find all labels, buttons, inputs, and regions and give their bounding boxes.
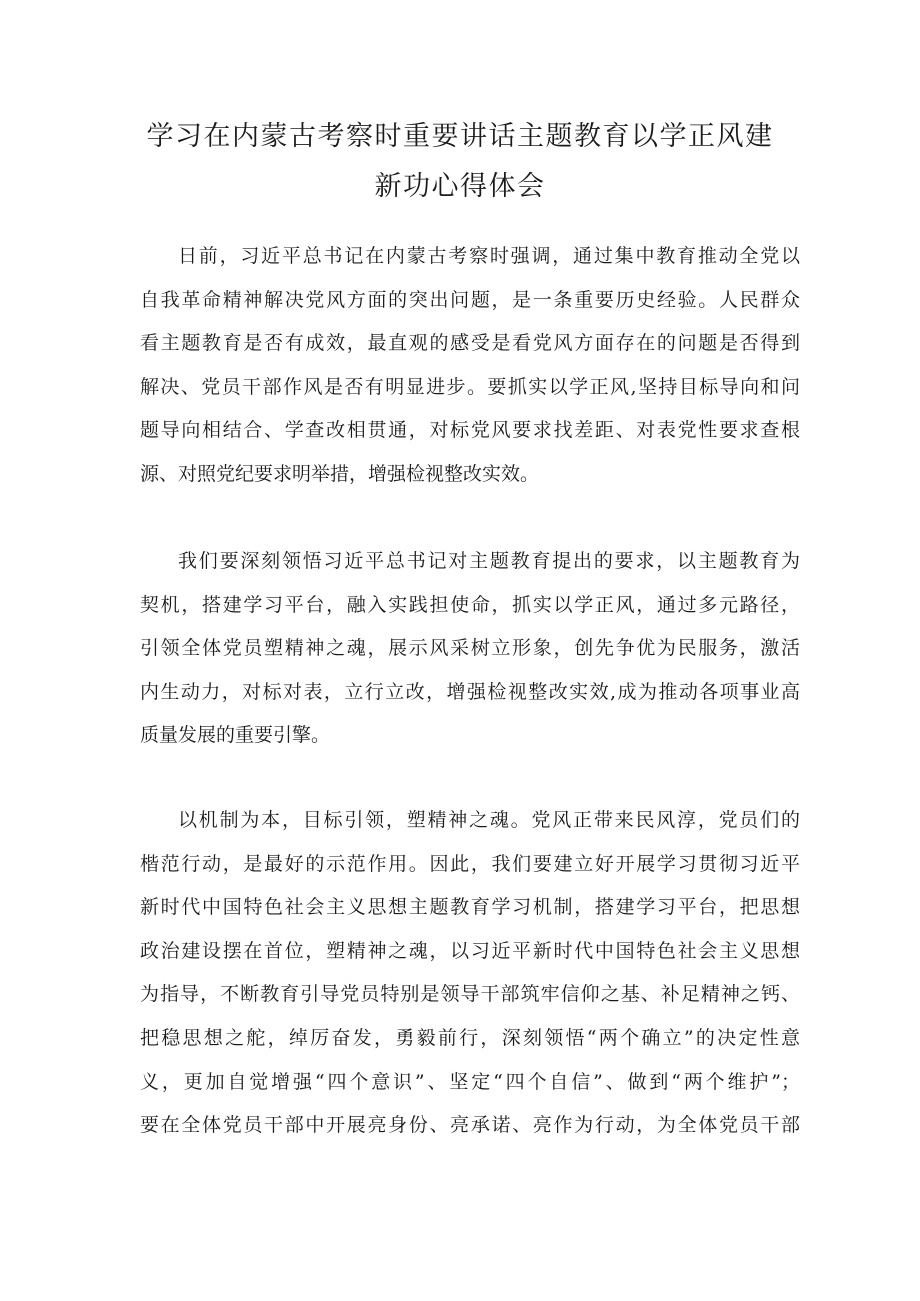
document-title bbox=[140, 112, 780, 212]
text-line: 契机，搭建学习平台，融入实践担使命，抓实以学正风，通过多元路径， bbox=[140, 593, 800, 616]
text-line: 自我革命精神解决党风方面的突出问题，是一条重要历史经验。人民群众 bbox=[140, 288, 800, 311]
text-line: 义，更加自觉增强“四个意识”、坚定“四个自信”、做到“两个维护”； bbox=[140, 1070, 800, 1093]
text-line: 我们要深刻领悟习近平总书记对主题教育提出的要求，以主题教育为 bbox=[178, 550, 800, 572]
paragraph-3 bbox=[140, 799, 800, 1148]
text-line: 引领全体党员塑精神之魂，展示风采树立形象，创先争优为民服务，激活 bbox=[140, 637, 800, 660]
text-line: 题导向相结合、学查改相贯通，对标党风要求找差距、对表党性要求查根 bbox=[140, 419, 800, 442]
paragraph-1 bbox=[140, 235, 800, 497]
text-line: 源、对照党纪要求明举措，增强检视整改实效。 bbox=[140, 462, 540, 485]
text-line: 日前，习近平总书记在内蒙古考察时强调，通过集中教育推动全党以 bbox=[178, 245, 800, 267]
text-line: 看主题教育是否有成效，最直观的感受是看党风方面存在的问题是否得到 bbox=[140, 332, 800, 355]
text-line: 要在全体党员干部中开展亮身份、亮承诺、亮作为行动，为全体党员干部 bbox=[140, 1114, 800, 1137]
text-line: 解决、党员干部作风是否有明显进步。要抓实以学正风,坚持目标导向和问 bbox=[140, 375, 800, 398]
text-line: 政治建设摆在首位，塑精神之魂，以习近平新时代中国特色社会主义思想 bbox=[140, 939, 800, 962]
text-line: 新时代中国特色社会主义思想主题教育学习机制，搭建学习平台，把思想 bbox=[140, 896, 800, 919]
title-line: 学习在内蒙古考察时重要讲话主题教育以学正风建 bbox=[146, 121, 774, 152]
text-line: 内生动力，对标对表，立行立改，增强检视整改实效,成为推动各项事业高 bbox=[140, 680, 800, 703]
text-line: 楷范行动，是最好的示范作用。因此，我们要建立好开展学习贯彻习近平 bbox=[140, 852, 800, 875]
text-line: 把稳思想之舵，绰厉奋发，勇毅前行，深刻领悟“两个确立”的决定性意 bbox=[140, 1026, 800, 1049]
paragraph-2 bbox=[140, 540, 800, 758]
text-line: 以机制为本，目标引领，塑精神之魂。党风正带来民风淳，党员们的 bbox=[178, 809, 800, 831]
text-line: 为指导，不断教育引导党员特别是领导干部筑牢信仰之基、补足精神之钙、 bbox=[140, 983, 800, 1006]
text-line: 质量发展的重要引擎。 bbox=[140, 724, 331, 747]
title-line: 新功心得体会 bbox=[374, 171, 546, 202]
